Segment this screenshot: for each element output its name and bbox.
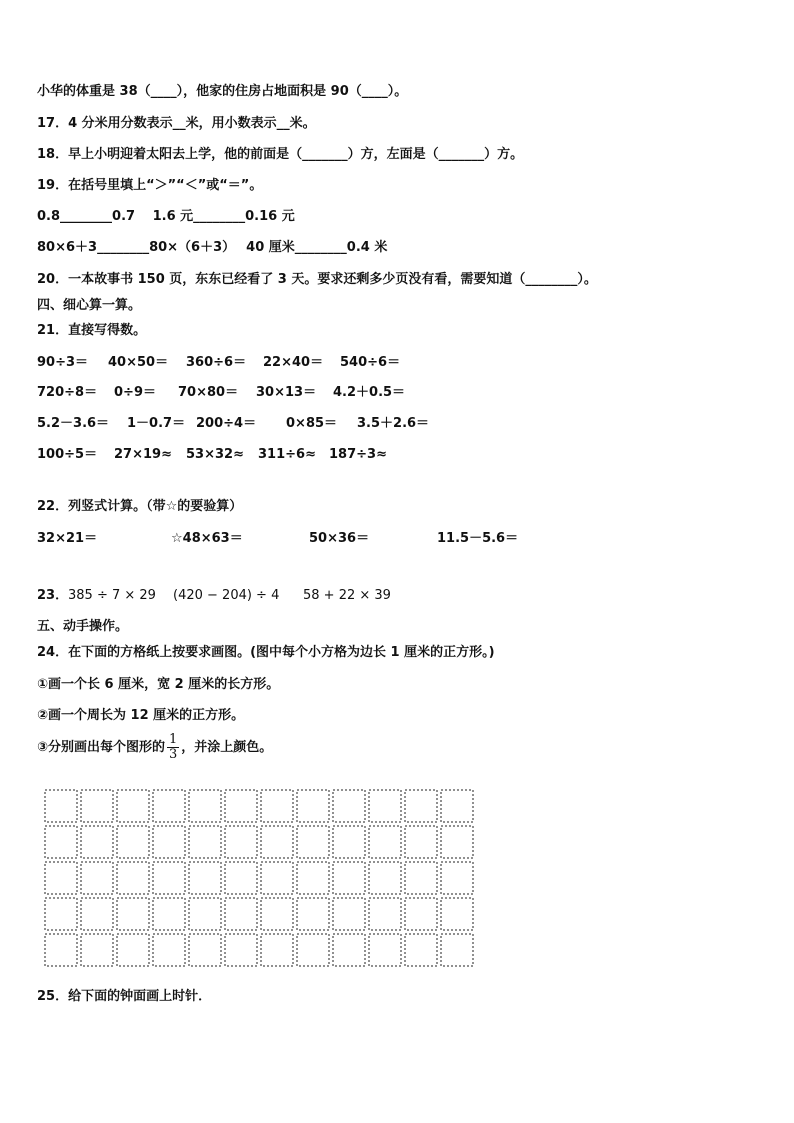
grid-cell[interactable] xyxy=(81,862,113,894)
grid-cell[interactable] xyxy=(189,862,221,894)
grid-cell[interactable] xyxy=(153,826,185,858)
grid-cell[interactable] xyxy=(189,934,221,966)
calc21-item: 1－0.7＝ xyxy=(127,416,186,431)
grid-cell[interactable] xyxy=(45,862,77,894)
calc21-item: 53×32≈ xyxy=(186,447,244,462)
grid-cell[interactable] xyxy=(297,898,329,930)
grid-cell[interactable] xyxy=(117,898,149,930)
grid-cell[interactable] xyxy=(405,898,437,930)
grid-cell[interactable] xyxy=(333,934,365,966)
question-20: 20．一本故事书 150 页，东东已经看了 3 天。要求还剩多少页没有看，需要知道（________）。 xyxy=(37,272,597,287)
calc21-item: 720÷8＝ xyxy=(37,385,98,400)
calc21-item: 540÷6＝ xyxy=(340,355,401,370)
question-23-label: 23． xyxy=(37,588,69,603)
fraction-numerator: 1 xyxy=(169,732,178,747)
calc22-item: 11.5－5.6＝ xyxy=(437,531,519,546)
calc21-item: 30×13＝ xyxy=(256,385,317,400)
grid-cell[interactable] xyxy=(405,934,437,966)
grid-cell[interactable] xyxy=(261,898,293,930)
question-22: 22．列竖式计算。（带☆的要验算） xyxy=(37,499,243,514)
calc22-item: 32×21＝ xyxy=(37,531,98,546)
q23-expression: (420 − 204) ÷ 4 xyxy=(173,588,280,603)
grid-cell[interactable] xyxy=(81,790,113,822)
calc21-item: 0÷9＝ xyxy=(114,385,156,400)
grid-cell[interactable] xyxy=(261,934,293,966)
grid-cell[interactable] xyxy=(117,934,149,966)
grid-cell[interactable] xyxy=(441,862,473,894)
grid-cell[interactable] xyxy=(441,898,473,930)
question-18: 18．早上小明迎着太阳去上学，他的前面是（_______）方，左面是（_______）方。 xyxy=(37,147,524,162)
grid-cell[interactable] xyxy=(225,934,257,966)
grid-cell[interactable] xyxy=(333,862,365,894)
grid-cell[interactable] xyxy=(333,790,365,822)
grid-cell[interactable] xyxy=(225,862,257,894)
calc21-item: 4.2＋0.5＝ xyxy=(333,385,406,400)
calc22-item: ☆48×63＝ xyxy=(171,531,243,546)
grid-cell[interactable] xyxy=(45,826,77,858)
grid-cell[interactable] xyxy=(153,790,185,822)
question-25: 25．给下面的钟面画上时针． xyxy=(37,989,212,1004)
grid-cell[interactable] xyxy=(225,826,257,858)
calc21-item: 40×50＝ xyxy=(108,355,169,370)
q23-expression: 385 ÷ 7 × 29 xyxy=(68,588,156,603)
question-21: 21．直接写得数。 xyxy=(37,323,147,338)
calc22-item: 50×36＝ xyxy=(309,531,370,546)
question-19-row-a: 0.8________0.7 1.6 元________0.16 元 xyxy=(37,209,295,224)
calc21-item: 27×19≈ xyxy=(114,447,172,462)
grid-cell[interactable] xyxy=(405,826,437,858)
grid-cell[interactable] xyxy=(261,826,293,858)
calc21-item: 100÷5＝ xyxy=(37,447,98,462)
grid-cell[interactable] xyxy=(333,898,365,930)
one-third-fraction xyxy=(167,733,179,762)
grid-cell[interactable] xyxy=(225,898,257,930)
calc21-item: 3.5＋2.6＝ xyxy=(357,416,430,431)
grid-cell[interactable] xyxy=(117,862,149,894)
question-19: 19．在括号里填上“＞”“＜”或“＝”。 xyxy=(37,178,263,193)
q24-part3-text: ③分别画出每个图形的 xyxy=(37,740,166,755)
grid-cell[interactable] xyxy=(189,826,221,858)
line-weight-area: 小华的体重是 38（____），他家的住房占地面积是 90（____）。 xyxy=(37,84,408,99)
question-24: 24．在下面的方格纸上按要求画图。(图中每个小方格为边长 1 厘米的正方形。) xyxy=(37,645,495,660)
grid-cell[interactable] xyxy=(369,862,401,894)
grid-cell[interactable] xyxy=(45,934,77,966)
grid-cell[interactable] xyxy=(369,826,401,858)
q23-expression: 58 + 22 × 39 xyxy=(303,588,391,603)
grid-cell[interactable] xyxy=(45,790,77,822)
calc21-item: 311÷6≈ xyxy=(258,447,316,462)
calc21-item: 70×80＝ xyxy=(178,385,239,400)
grid-cell[interactable] xyxy=(441,934,473,966)
calc21-item: 5.2－3.6＝ xyxy=(37,416,110,431)
grid-cell[interactable] xyxy=(117,826,149,858)
grid-cell[interactable] xyxy=(153,898,185,930)
grid-cell[interactable] xyxy=(153,934,185,966)
calc21-item: 200÷4＝ xyxy=(196,416,257,431)
grid-cell[interactable] xyxy=(117,790,149,822)
grid-cell[interactable] xyxy=(441,826,473,858)
square-grid-paper[interactable] xyxy=(42,787,476,969)
grid-cell[interactable] xyxy=(369,934,401,966)
grid-cell[interactable] xyxy=(333,826,365,858)
grid-cell[interactable] xyxy=(189,790,221,822)
grid-cell[interactable] xyxy=(81,934,113,966)
grid-cell[interactable] xyxy=(405,862,437,894)
grid-cell[interactable] xyxy=(297,790,329,822)
grid-cell[interactable] xyxy=(261,790,293,822)
calc21-item: 0×85＝ xyxy=(286,416,338,431)
grid-cell[interactable] xyxy=(297,934,329,966)
question-17: 17．4 分米用分数表示__米，用小数表示__米。 xyxy=(37,116,316,131)
grid-cell[interactable] xyxy=(189,898,221,930)
fraction-denominator: 3 xyxy=(169,747,178,762)
question-24-part-1: ①画一个长 6 厘米，宽 2 厘米的长方形。 xyxy=(37,677,280,692)
question-24-part-2: ②画一个周长为 12 厘米的正方形。 xyxy=(37,708,245,723)
grid-cell[interactable] xyxy=(297,862,329,894)
section-4-heading: 四、细心算一算。 xyxy=(37,298,142,313)
grid-cell[interactable] xyxy=(81,826,113,858)
grid-cell[interactable] xyxy=(369,790,401,822)
calc21-item: 187÷3≈ xyxy=(329,447,387,462)
grid-cell[interactable] xyxy=(441,790,473,822)
calc21-item: 90÷3＝ xyxy=(37,355,89,370)
question-24-part-3 xyxy=(37,732,272,764)
section-5-heading: 五、动手操作。 xyxy=(37,619,129,634)
grid-cell[interactable] xyxy=(405,790,437,822)
q24-part3-text-end: ，并涂上颜色。 xyxy=(181,740,273,755)
grid-cell[interactable] xyxy=(45,898,77,930)
calc21-item: 360÷6＝ xyxy=(186,355,247,370)
question-19-row-b: 80×6＋3________80×（6＋3） 40 厘米________0.4 米 xyxy=(37,240,388,255)
grid-cell[interactable] xyxy=(369,898,401,930)
calc21-item: 22×40＝ xyxy=(263,355,324,370)
grid-cell[interactable] xyxy=(297,826,329,858)
grid-cell[interactable] xyxy=(225,790,257,822)
grid-cell[interactable] xyxy=(81,898,113,930)
grid-cell[interactable] xyxy=(261,862,293,894)
grid-cell[interactable] xyxy=(153,862,185,894)
